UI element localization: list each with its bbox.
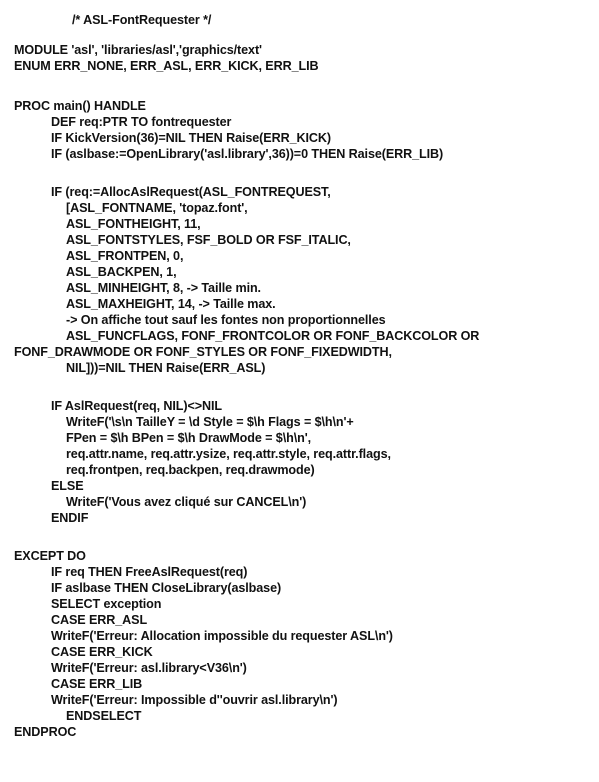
code-line: WriteF('Vous avez cliqué sur CANCEL\n') [66, 495, 307, 509]
code-line: NIL]))=NIL THEN Raise(ERR_ASL) [66, 361, 266, 375]
code-line: SELECT exception [51, 597, 162, 611]
code-line: IF KickVersion(36)=NIL THEN Raise(ERR_KICK) [51, 131, 331, 145]
code-line: ASL_FUNCFLAGS, FONF_FRONTCOLOR OR FONF_BACKCOLOR OR [66, 329, 480, 343]
code-line: CASE ERR_LIB [51, 677, 143, 691]
code-line: WriteF('Erreur: asl.library<V36\n') [51, 661, 247, 675]
code-line: ASL_MINHEIGHT, 8, -> Taille min. [66, 281, 261, 295]
code-line: IF (req:=AllocAslRequest(ASL_FONTREQUEST, [51, 185, 331, 199]
code-line: WriteF('Erreur: Impossible d''ouvrir asl.library\n') [51, 693, 338, 707]
code-line: CASE ERR_ASL [51, 613, 148, 627]
code-line: ASL_FONTHEIGHT, 11, [66, 217, 201, 231]
code-line: PROC main() HANDLE [14, 99, 146, 113]
code-line: IF aslbase THEN CloseLibrary(aslbase) [51, 581, 282, 595]
code-line: IF req THEN FreeAslRequest(req) [51, 565, 248, 579]
code-line: MODULE 'asl', 'libraries/asl','graphics/text' [14, 43, 262, 57]
code-line: IF AslRequest(req, NIL)<>NIL [51, 399, 222, 413]
code-line: ASL_MAXHEIGHT, 14, -> Taille max. [66, 297, 276, 311]
code-header-comment: /* ASL-FontRequester */ [72, 13, 212, 27]
code-line: ENDSELECT [66, 709, 142, 723]
code-line: ASL_BACKPEN, 1, [66, 265, 177, 279]
code-line: WriteF('Erreur: Allocation impossible du requester ASL\n') [51, 629, 393, 643]
code-line: ASL_FRONTPEN, 0, [66, 249, 184, 263]
code-line: WriteF('\s\n TailleY = \d Style = $\h Flags = $\h\n'+ [66, 415, 354, 429]
code-line: ENUM ERR_NONE, ERR_ASL, ERR_KICK, ERR_LIB [14, 59, 319, 73]
code-line: FPen = $\h BPen = $\h DrawMode = $\h\n', [66, 431, 311, 445]
code-line: ELSE [51, 479, 84, 493]
code-line: -> On affiche tout sauf les fontes non proportionnelles [66, 313, 386, 327]
code-line: CASE ERR_KICK [51, 645, 153, 659]
code-line: EXCEPT DO [14, 549, 86, 563]
code-line: req.frontpen, req.backpen, req.drawmode) [66, 463, 315, 477]
code-line: ENDPROC [14, 725, 77, 739]
code-line: ENDIF [51, 511, 89, 525]
code-line: ASL_FONTSTYLES, FSF_BOLD OR FSF_ITALIC, [66, 233, 351, 247]
code-line: [ASL_FONTNAME, 'topaz.font', [66, 201, 248, 215]
code-line: FONF_DRAWMODE OR FONF_STYLES OR FONF_FIXEDWIDTH, [14, 345, 392, 359]
code-line: DEF req:PTR TO fontrequester [51, 115, 232, 129]
code-line: req.attr.name, req.attr.ysize, req.attr.style, req.attr.flags, [66, 447, 391, 461]
code-line: IF (aslbase:=OpenLibrary('asl.library',36))=0 THEN Raise(ERR_LIB) [51, 147, 444, 161]
